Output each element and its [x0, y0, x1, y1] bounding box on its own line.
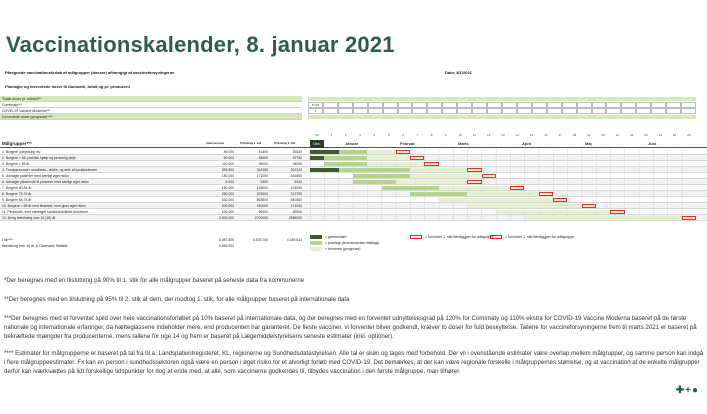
target-group-n1: 180.000 — [221, 174, 234, 178]
week-number: 26 — [687, 133, 691, 137]
target-group-n3: 302243 — [290, 168, 302, 172]
legend-expected-text: = forventet (prognose) — [325, 247, 361, 251]
week-number: 8 — [430, 133, 433, 137]
first-dose-marker — [510, 186, 524, 190]
dose-row-bar — [308, 97, 696, 101]
target-group-n3: 85500 — [292, 210, 302, 214]
target-group-n3: 94050 — [292, 162, 302, 166]
week-number: 13 — [501, 133, 505, 137]
target-group-n1: 100.000 — [221, 210, 234, 214]
target-group-n3: 213750 — [290, 192, 302, 196]
target-group-label: 7. Borgere 80-84 år — [2, 186, 32, 190]
week-number: 2 — [344, 133, 347, 137]
gantt-track — [310, 215, 696, 221]
target-group-n2: 318150 — [256, 168, 268, 172]
target-group-n3: 5130 — [294, 180, 302, 184]
legend-first-dose-text-2: = forventet 1. stik færdiggjort for målgruppe — [505, 235, 574, 239]
dose-row-label: Comirnaty*** — [0, 102, 302, 108]
week-number: 7 — [416, 133, 419, 137]
week-number: 16 — [544, 133, 548, 137]
target-group-n1: 632.000 — [221, 198, 234, 202]
dose-row-label: COVID-19 Vaccine Moderna*** — [0, 108, 302, 114]
dose-row-bar — [308, 115, 696, 119]
target-group-n1: 200.000 — [221, 204, 234, 208]
gantt-bar — [310, 150, 339, 154]
gantt-bar — [339, 150, 368, 154]
legend-planned-text: = planlagt (leverancedato fastlagt) — [325, 241, 380, 245]
target-group-n3: 39330 — [292, 150, 302, 154]
dose-row-label: Forventede doser (prognose)**** — [0, 114, 302, 120]
gantt-bar — [467, 204, 539, 208]
sheet-heading-text: Påregnede vaccinationsforløb af målgrupper (dosser) afhængigt af vaccineforsyningerne — [5, 70, 175, 75]
target-group-n2: 99000 — [258, 162, 268, 166]
target-group-n3: 540360 — [290, 198, 302, 202]
target-group-n3: 42750 — [292, 156, 302, 160]
week-number: 22 — [630, 133, 634, 137]
footnotes — [4, 276, 704, 386]
gantt-bar — [324, 156, 367, 160]
legend-completed-text: = gennemført — [325, 235, 347, 239]
week-numbers — [310, 133, 696, 138]
target-group-n2: 225000 — [256, 192, 268, 196]
footnote-2: **Der beregnes med en tilslutning på 95% til 2. stik af dem, der modtog 1. stik, for alle målgrupper baseret på internationale data — [4, 296, 350, 303]
target-group-n2: 45000 — [258, 156, 268, 160]
col-persons-header: Antal personer — [206, 142, 225, 145]
month-dec: Dec. — [310, 140, 324, 148]
target-group-n1: 3.000.000 — [218, 216, 234, 220]
totals-n1: 5.087.500 — [218, 238, 234, 242]
legend-planned — [310, 241, 379, 246]
week-number: 24 — [658, 133, 662, 137]
week-number: 10 — [458, 133, 462, 137]
month-jan: Januar — [345, 141, 359, 146]
week-number: 6 — [402, 133, 404, 137]
spreadsheet-image — [0, 70, 707, 258]
target-group-label: 12. Øvrig befolkning over 16 (18) år — [2, 216, 56, 220]
table-row — [0, 215, 707, 221]
target-group-n3: 162450 — [290, 174, 302, 178]
week-number: 12 — [487, 133, 491, 137]
target-group-n3: 171000 — [290, 204, 302, 208]
week-number: 5 — [387, 133, 390, 137]
target-group-label: 6. Udvalgte pårørende til personer med særligt øget risiko — [2, 180, 89, 184]
week-number: 20 — [601, 133, 605, 137]
first-dose-marker — [553, 198, 567, 202]
gantt-bar — [353, 174, 410, 178]
legend-first-dose-done — [410, 235, 494, 240]
target-group-n1: 353.500 — [221, 168, 234, 172]
dose-table — [0, 96, 707, 120]
week-number: 23 — [644, 133, 648, 137]
totals-n3: 4.349.813 — [286, 238, 302, 242]
gantt-bar — [324, 162, 367, 166]
first-dose-marker — [482, 174, 496, 178]
footnote-1: *Der beregnes med en tilslutning på 90% til 1. stik for alle målgrupper baseret på seneste data fra kommunerne — [4, 277, 305, 284]
dose-row — [0, 114, 707, 120]
target-group-n1: 50.000 — [223, 156, 234, 160]
totals-n1: 4.816.000 — [218, 244, 234, 248]
gantt-bar — [525, 216, 697, 220]
month-mar: Marts — [458, 141, 469, 146]
week-number: 4 — [373, 133, 376, 137]
first-dose-marker — [682, 216, 696, 220]
week-number: 53 — [315, 133, 319, 137]
month-feb: Februar — [400, 141, 415, 146]
legend-swatch-light — [310, 241, 322, 245]
target-group-n1: 250.000 — [221, 192, 234, 196]
target-group-label: 10. Borgere < 65 år med tilstande, som giver øget risiko — [2, 204, 86, 208]
dose-cell: 51.000 — [308, 102, 323, 108]
week-number: 9 — [444, 133, 447, 137]
legend-swatch-red — [410, 235, 422, 239]
first-dose-marker — [410, 156, 424, 160]
target-group-n2: 5400 — [260, 180, 268, 184]
target-group-label: 9. Borgere 65-74 år — [2, 198, 32, 202]
first-dose-marker — [467, 180, 481, 184]
totals-label: Befolkning over 16 år, jf. Danmarks Statistik — [2, 244, 68, 248]
gantt-bar — [382, 186, 439, 190]
gantt-bar — [353, 180, 396, 184]
month-may: Maj — [585, 141, 592, 146]
target-group-label: 5. Udvalgte patienter med særligt øget risiko — [2, 174, 69, 178]
month-jun: Juni — [648, 141, 657, 146]
target-group-n2: 2700000 — [254, 216, 268, 220]
target-group-label: 3. Borgere > 85 år — [2, 162, 30, 166]
target-group-n1: 150.000 — [221, 186, 234, 190]
first-dose-marker — [467, 168, 481, 172]
target-group-rows — [0, 149, 707, 221]
target-group-n2: 171000 — [256, 174, 268, 178]
target-group-n2: 135000 — [256, 186, 268, 190]
legend-first-dose-done-2 — [490, 235, 574, 240]
first-dose-marker — [582, 204, 596, 208]
target-group-label: 2. Borgere > 65, praktisk hjælp og personlig pleje — [2, 156, 76, 160]
week-number: 15 — [529, 133, 534, 137]
target-group-n2: 41400 — [258, 150, 268, 154]
week-number: 11 — [472, 133, 476, 137]
target-group-n1: 46.000 — [223, 150, 234, 154]
gantt-bar — [439, 198, 511, 202]
table-header — [0, 140, 707, 148]
target-group-label: 11. Personale, som varetager samfundskritiske funktioner — [2, 210, 89, 214]
first-dose-marker — [539, 192, 553, 196]
target-group-n2: 180000 — [256, 204, 268, 208]
legend-swatch-pale — [310, 247, 322, 251]
target-group-label: 4. Frontpersonale i sundheds-, ældre- og dele af socialsektoren — [2, 168, 98, 172]
totals-n2: 4.578.750 — [252, 238, 268, 242]
target-group-label: 8. Borgere 75-79 år — [2, 192, 32, 196]
sheet-date: Dato: 8/1/2021 — [445, 70, 472, 75]
gantt-bar — [496, 210, 568, 214]
first-dose-marker — [424, 162, 438, 166]
sheet-heading — [5, 70, 695, 75]
footnote-4: **** Estimater for målgrupperne er baseret på tal fra bl.a. Landspatientregisteret, KL, regionerne og Sundhedsdatastyrelsen. Alle tal er skøn og tages med forbehold. Der vil i ovenstående estimater være overlap mellem målgrupper, og samme person kan indgå i flere målgruppeestimater. Fx kan en person i sundhedssektoren også være en person i øget risiko for et alvorligt forløb med COVID-19. Det bemærkes, at der kan være regionale forskelle i målgruppernes størrelse, og at vaccination af de enkelte målgrupper derfor kan iværksættes på lidt forskellige tidspunkter for dog at ende med, at alle, som vaccinerne godkendes til, tilbydes vaccination i den første målgruppe, man tilhører. — [4, 350, 704, 375]
week-number: 19 — [587, 133, 591, 137]
week-number: 18 — [572, 133, 577, 137]
gantt-bar — [310, 168, 339, 172]
legend-swatch-dark — [310, 235, 322, 239]
target-group-label: 1. Borgere i plejebolig mv. — [2, 150, 41, 154]
target-group-n2: 568800 — [256, 198, 268, 202]
dose-row-label: Totale doser pr. måned*** — [0, 96, 302, 102]
week-number: 17 — [558, 133, 562, 137]
col-second-dose-header: Tilslutning 2. stik — [274, 142, 296, 145]
gantt-bar — [310, 156, 324, 160]
legend-first-dose-text: = forventet 1. stik færdiggjort for målgruppe — [425, 235, 494, 239]
target-group-n3: 2565000 — [288, 216, 302, 220]
week-number: 25 — [672, 133, 677, 137]
first-dose-marker — [396, 150, 410, 154]
brand-mark: ✚+● — [675, 385, 699, 396]
plan-title: Planlagte og forventede doser til Danmark, totalt og pr. producent — [5, 84, 130, 89]
legend-expected — [310, 247, 360, 252]
group-header: Målgrupper*** — [2, 141, 32, 146]
week-number: 1 — [330, 133, 333, 137]
dose-cell: 0 — [308, 108, 323, 114]
footnote-3: ***Der beregnes med et forventet spild over hele vaccinationsforløbet på 10% baseret på internationale data, og der beregnes med en forventet udnyttelsesgrad på 120% for Comirnaty og 110% ekstra for COVID-19 Vaccine Moderna baseret på de første nationale og internationale erfaringer, da hætteglassene indeholder mere, end producenten har garanteret. De fleste vacciner, vi forventer bliver godkendt, kræver to doser for fuld beskyttelse. Tallene for vaccineforsyningerne frem til marts 2021 er baseret på bekræftede mængder fra producenterne, mens tallene for uge 14 og frem er baseret på Lægemiddelstyrelsens seneste estimater (inkl. optioner). — [4, 315, 697, 340]
legend-swatch-red-2 — [490, 235, 502, 239]
week-number: 14 — [515, 133, 519, 137]
first-dose-marker — [610, 210, 624, 214]
target-group-n1: 6.000 — [225, 180, 234, 184]
legend — [310, 235, 696, 257]
target-group-n3: 128250 — [290, 186, 302, 190]
week-number: 3 — [359, 133, 361, 137]
gantt-bar — [410, 192, 467, 196]
gantt-bar — [339, 168, 411, 172]
legend-completed — [310, 235, 346, 240]
totals-label: I alt**** — [2, 238, 13, 242]
target-group-n1: 110.000 — [221, 162, 234, 166]
page-title: Vaccinationskalender, 8. januar 2021 — [6, 32, 395, 57]
week-number: 21 — [615, 133, 620, 137]
month-apr: April — [522, 141, 532, 146]
col-first-dose-header: Tilslutning 1. stik — [240, 142, 262, 145]
target-group-n2: 90000 — [258, 210, 268, 214]
